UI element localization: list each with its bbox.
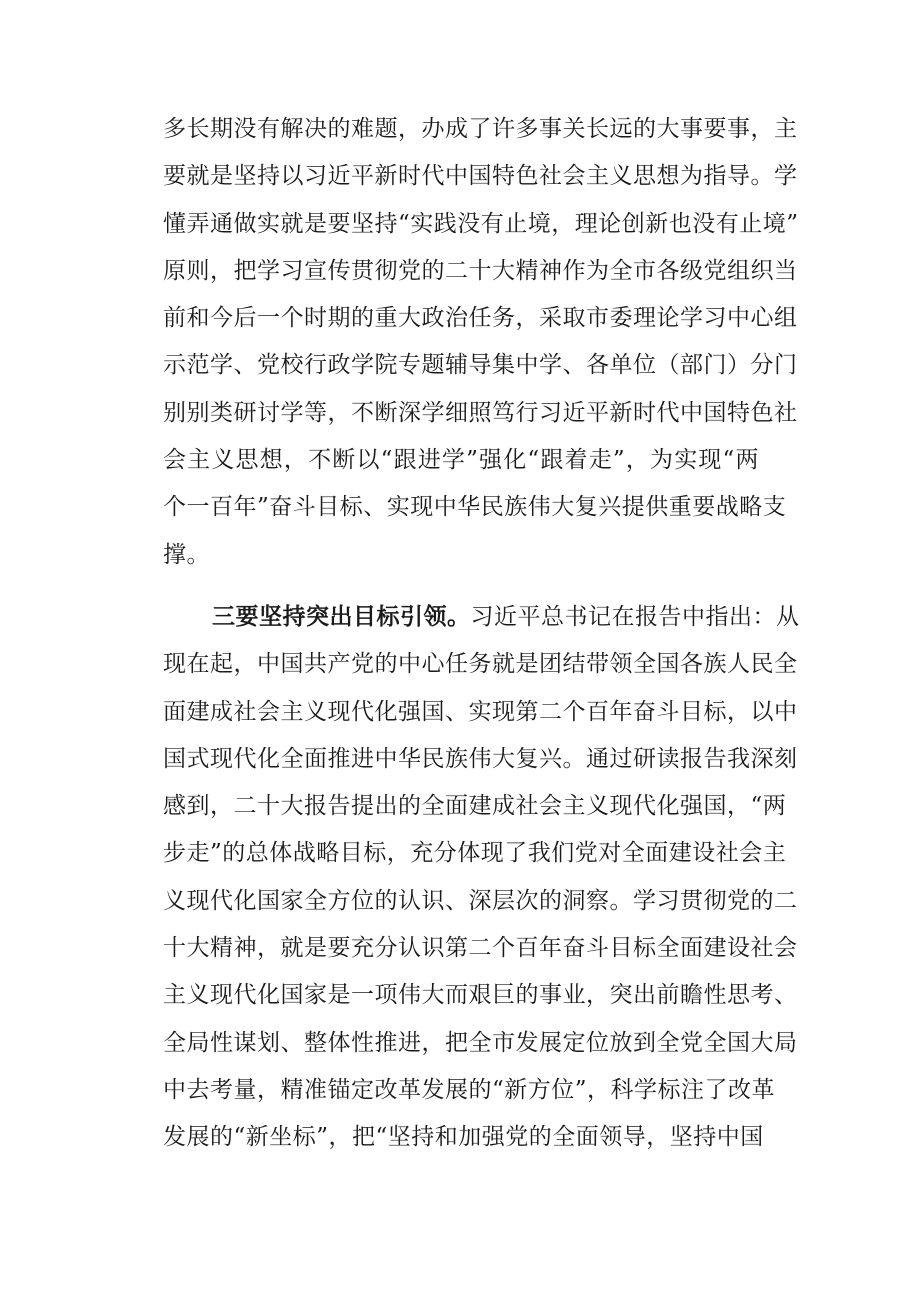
text-line: 示范学、党校行政学院专题辅导集中学、各单位（部门）分门: [163, 352, 798, 379]
text-line: 感到，二十大报告提出的全面建成社会主义现代化强国，“两: [163, 793, 787, 820]
text-line: 面建成社会主义现代化强国、实现第二个百年奋斗目标，以中: [163, 698, 798, 725]
text-line: 多长期没有解决的难题，办成了许多事关长远的大事要事，主: [163, 116, 798, 142]
text-line: 会主义思想，不断以“跟进学”强化“跟着走”，为实现“两: [163, 447, 759, 474]
text-line: 发展的“新坐标”，把“坚持和加强党的全面领导，坚持中国: [163, 1124, 764, 1151]
text-line: 要就是坚持以习近平新时代中国特色社会主义思想为指导。学: [163, 163, 798, 190]
text-line: 前和今后一个时期的重大政治任务，采取市委理论学习中心组: [163, 305, 798, 332]
text-line: 个一百年”奋斗目标、实现中华民族伟大复兴提供重要战略支: [163, 494, 787, 521]
text-line: 步走”的总体战略目标，充分体现了我们党对全面建设社会主: [163, 840, 787, 867]
text-line: 现在起，中国共产党的中心任务就是团结带领全国各族人民全: [163, 651, 798, 678]
text-line: 十大精神，就是要充分认识第二个百年奋斗目标全面建设社会: [163, 935, 798, 962]
paragraph-2-first-line: [163, 594, 800, 641]
paragraph-2: [163, 594, 800, 1162]
text-line: 撑。: [163, 541, 210, 568]
text-line: 原则，把学习宣传贯彻党的二十大精神作为全市各级党组织当: [163, 257, 798, 284]
text-line: 全局性谋划、整体性推进，把全市发展定位放到全党全国大局: [163, 1029, 798, 1056]
text-line: 主义现代化国家是一项伟大而艰巨的事业，突出前瞻性思考、: [163, 982, 798, 1009]
paragraph-1: [163, 106, 799, 579]
text-line: 懂弄通做实就是要坚持“实践没有止境，理论创新也没有止境”: [163, 210, 799, 237]
text-line-rest: 习近平总书记在报告中指出：从: [470, 604, 800, 630]
text-line: 国式现代化全面推进中华民族伟大复兴。通过研读报告我深刻: [163, 745, 798, 772]
text-line: 别别类研讨学等，不断深学细照笃行习近平新时代中国特色社: [163, 399, 798, 426]
text-line: 中去考量，精准锚定改革发展的“新方位”，科学标注了改革: [163, 1076, 776, 1103]
text-line: 义现代化国家全方位的认识、深层次的洞察。学习贯彻党的二: [163, 887, 798, 914]
section-heading: 三要坚持突出目标引领。: [212, 604, 471, 630]
